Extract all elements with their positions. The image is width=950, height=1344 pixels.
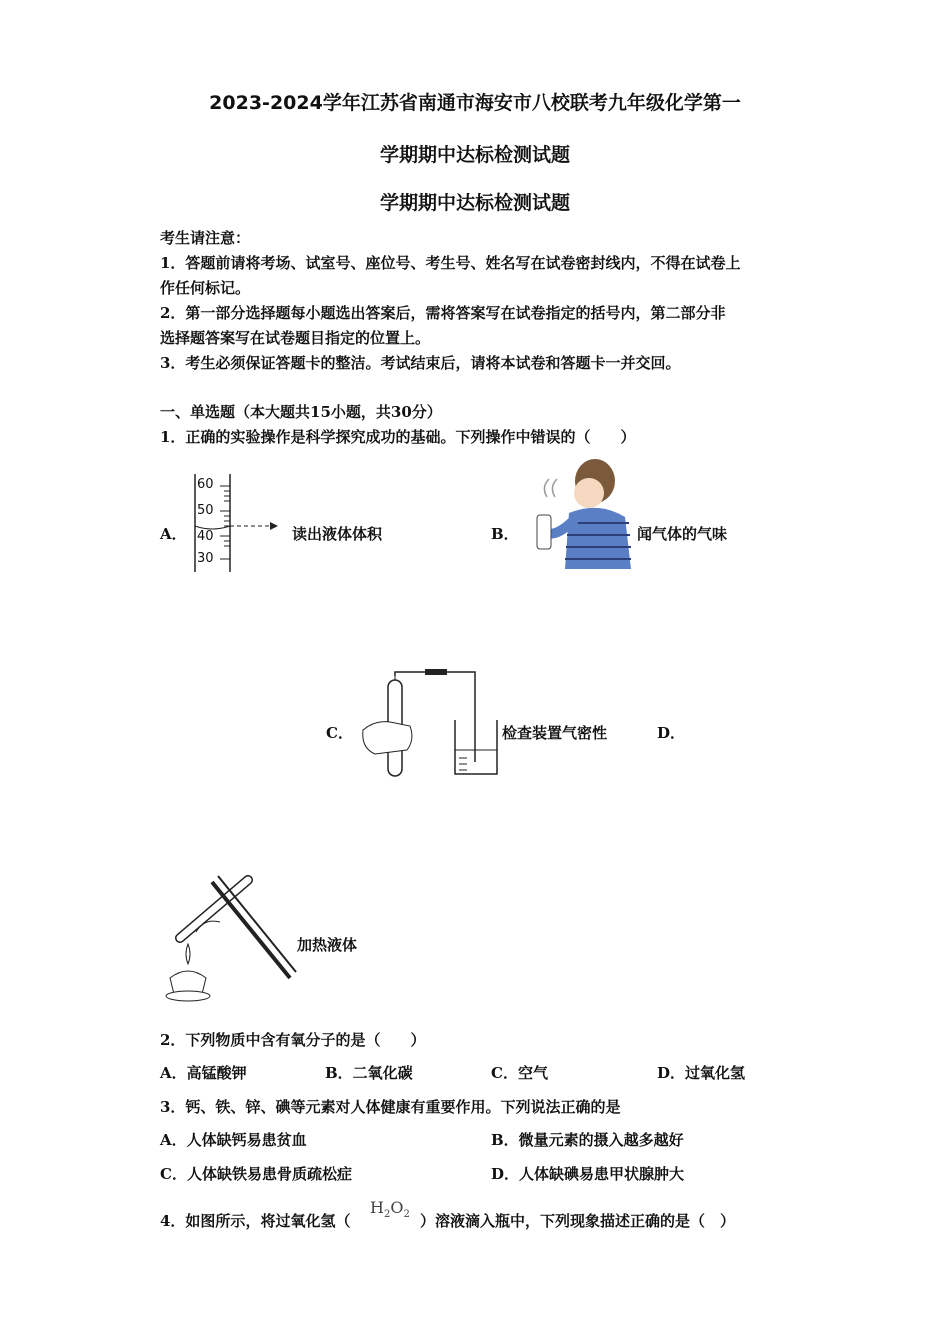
tick-60: 60 bbox=[197, 477, 214, 492]
q1-option-d-label: D． bbox=[657, 724, 686, 742]
notice-item-3: 3．考生必须保证答题卡的整洁。考试结束后，请将本试卷和答题卡一并交回。 bbox=[160, 354, 681, 372]
tick-40: 40 bbox=[197, 529, 214, 544]
tick-50: 50 bbox=[197, 503, 214, 518]
q4-stem-post: ）溶液滴入瓶中，下列现象描述正确的是（ ） bbox=[420, 1212, 736, 1230]
q3-option-d: D．人体缺碘易患甲状腺肿大 bbox=[491, 1165, 685, 1183]
notice-item-2b: 选择题答案写在试卷题目指定的位置上。 bbox=[160, 329, 431, 347]
q1-option-a-text: 读出液体体积 bbox=[292, 525, 383, 543]
q2-option-a: A．高锰酸钾 bbox=[160, 1064, 247, 1082]
q3-stem: 3．钙、铁、锌、碘等元素对人体健康有重要作用。下列说法正确的是 bbox=[160, 1098, 621, 1116]
eye-icon bbox=[270, 522, 278, 530]
q1-option-c-text: 检查装置气密性 bbox=[502, 724, 608, 742]
notice-item-1a: 1．答题前请将考场、试室号、座位号、考生号、姓名写在试卷密封线内，不得在试卷上 bbox=[160, 254, 741, 272]
q4-stem-pre: 4．如图所示，将过氧化氢（ bbox=[160, 1212, 351, 1230]
test-tube-holder bbox=[212, 882, 290, 978]
gas-bottle bbox=[537, 515, 551, 549]
q2-option-b: B．二氧化碳 bbox=[325, 1064, 413, 1082]
q1-option-b-label: B． bbox=[491, 525, 519, 543]
notice-item-2a: 2．第一部分选择题每小题选出答案后，需将答案写在试卷指定的括号内，第二部分非 bbox=[160, 304, 726, 322]
page-title-line-3: 学期期中达标检测试题 bbox=[379, 192, 570, 214]
q1-option-d-text: 加热液体 bbox=[297, 936, 358, 954]
q3-option-a: A．人体缺钙易患贫血 bbox=[160, 1131, 307, 1149]
beaker bbox=[455, 720, 497, 774]
page-title-line-1: 2023-2024学年江苏省南通市海安市八校联考九年级化学第一 bbox=[209, 92, 741, 114]
q1-option-c-label: C． bbox=[326, 724, 353, 742]
q1-stem: 1．正确的实验操作是科学探究成功的基础。下列操作中错误的（ ） bbox=[160, 428, 636, 446]
tick-30: 30 bbox=[197, 551, 214, 566]
q1-option-b-text: 闻气体的气味 bbox=[637, 525, 728, 543]
flame bbox=[186, 944, 190, 964]
q2-stem: 2．下列物质中含有氧分子的是（ ） bbox=[160, 1031, 426, 1049]
hand bbox=[363, 722, 412, 754]
notice-heading: 考生请注意： bbox=[160, 229, 251, 247]
q2-option-d: D．过氧化氢 bbox=[657, 1064, 746, 1082]
notice-item-1b: 作任何标记。 bbox=[160, 279, 251, 297]
airtightness-apparatus-figure bbox=[355, 670, 500, 780]
page-title-line-2: 学期期中达标检测试题 bbox=[379, 144, 570, 166]
q3-option-c: C．人体缺铁易患骨质疏松症 bbox=[160, 1165, 352, 1183]
q2-option-c: C．空气 bbox=[491, 1064, 548, 1082]
h2o2-formula: $H_2O_2$ bbox=[370, 1198, 410, 1221]
q1-option-a-label: A． bbox=[160, 525, 187, 543]
smelling-gas-figure bbox=[517, 457, 635, 573]
section-heading: 一、单选题（本大题共15小题，共30分） bbox=[160, 403, 442, 421]
q3-option-b: B．微量元素的摄入越多越好 bbox=[491, 1131, 684, 1149]
heating-liquid-figure bbox=[160, 868, 295, 1004]
